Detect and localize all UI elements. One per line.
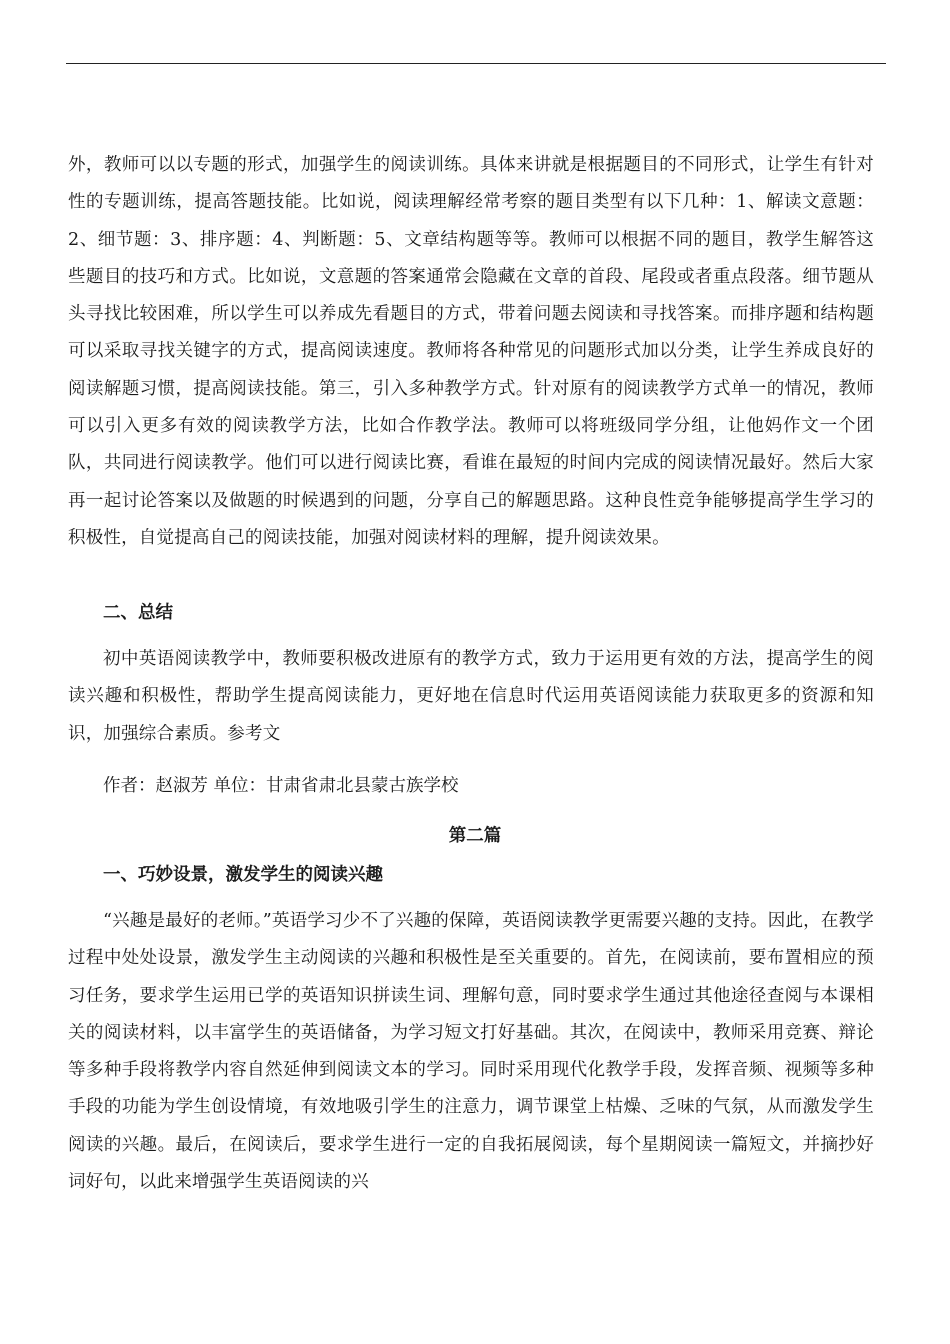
- header-rule: [66, 63, 886, 64]
- body-paragraph: 外，教师可以以专题的形式，加强学生的阅读训练。具体来讲就是根据题目的不同形式，让学生有针对性的专题训练，提高答题技能。比如说，阅读理解经常考察的题目类型有以下几种：1、解读文意题：2、细节题：3、排序题：4、判断题：5、文章结构题等等。教师可以根据不同的题目，教学生解答这些题目的技巧和方式。比如说，文意题的答案通常会隐藏在文章的首段、尾段或者重点段落。细节题从头寻找比较困难，所以学生可以养成先看题目的方式，带着问题去阅读和寻找答案。而排序题和结构题可以采取寻找关键字的方式，提高阅读速度。教师将各种常见的问题形式加以分类，让学生养成良好的阅读解题习惯，提高阅读技能。第三，引入多种教学方式。针对原有的阅读教学方式单一的情况，教师可以引入更多有效的阅读教学方法，比如合作教学法。教师可以将班级同学分组，让他妈作文一个团队，共同进行阅读教学。他们可以进行阅读比赛，看谁在最短的时间内完成的阅读情况最好。然后大家再一起讨论答案以及做题的时候遇到的问题，分享自己的解题思路。这种良性竞争能够提高学生学习的积极性，自觉提高自己的阅读技能，加强对阅读材料的理解，提升阅读效果。: [68, 155, 874, 548]
- summary-paragraph: 初中英语阅读教学中，教师要积极改进原有的教学方式，致力于运用更有效的方法，提高学生的阅读兴趣和积极性，帮助学生提高阅读能力，更好地在信息时代运用英语阅读能力获取更多的资源和知识，加强综合素质。参考文: [68, 649, 874, 744]
- section-heading-interest: 一、巧妙设景，激发学生的阅读兴趣: [103, 865, 383, 885]
- section-heading-summary: 二、总结: [103, 603, 173, 623]
- author-line: 作者：赵淑芳 单位：甘肃省肃北县蒙古族学校: [103, 776, 459, 796]
- interest-paragraph: “兴趣是最好的老师。”英语学习少不了兴趣的保障，英语阅读教学更需要兴趣的支持。因此，在教学过程中处处设景，激发学生主动阅读的兴趣和积极性是至关重要的。首先，在阅读前，要布置相应的预习任务，要求学生运用已学的英语知识拼读生词、理解句意，同时要求学生通过其他途径查阅与本课相关的阅读材料，以丰富学生的英语储备，为学习短文打好基础。其次，在阅读中，教师采用竞赛、辩论等多种手段将教学内容自然延伸到阅读文本的学习。同时采用现代化教学手段，发挥音频、视频等多种手段的功能为学生创设情境，有效地吸引学生的注意力，调节课堂上枯燥、乏味的气氛，从而激发学生阅读的兴趣。最后，在阅读后，要求学生进行一定的自我拓展阅读，每个星期阅读一篇短文，并摘抄好词好句，以此来增强学生英语阅读的兴: [68, 911, 874, 1193]
- part-title: 第二篇: [448, 826, 502, 846]
